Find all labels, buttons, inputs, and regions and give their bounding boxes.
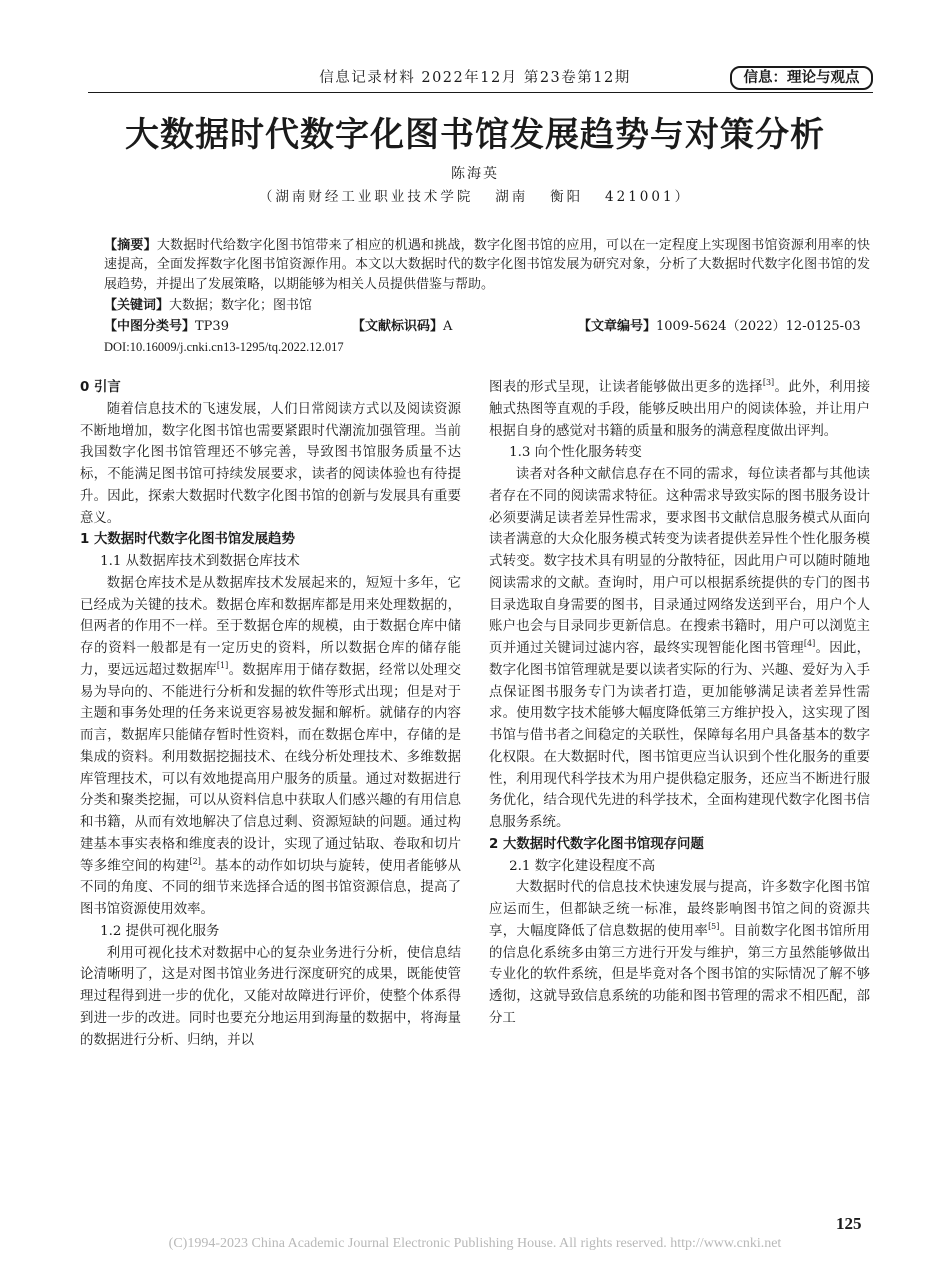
clc-number (104, 317, 229, 336)
paragraph-text: 。目前数字化图书馆所用的信息化系统多由第三方进行开发与维护，第三方虽然能够做出专业化的软件系统，但是毕竟对各个图书馆的实际情况了解不够透彻，这就导致信息系统的功能和图书管理的需求不相匹配，部分工 (489, 923, 871, 1026)
paragraph (80, 573, 461, 921)
citation-ref: [4] (803, 639, 816, 648)
header-rule (88, 92, 873, 93)
paragraph-text: 数据仓库技术是从数据库技术发展起来的，短短十多年，它已经成为关键的技术。数据仓库和数据库都是用来处理数据的，但两者的作用不一样。至于数据仓库的规模，由于数据仓库中储存的资料一般都是有一定历史的资料，所以数据仓库的储存能力，要远远超过数据库 (80, 575, 461, 678)
subsection-heading-1-2: 1.2 提供可视化服务 (100, 923, 220, 939)
paragraph-text: 。此外，利用接触式热图等直观的手段，能够反映出用户的阅读体验，并让用户根据自身的感觉对书籍的质量和服务的满意程度做出评判。 (489, 380, 871, 439)
article-number (578, 317, 861, 336)
paragraph-text: 读者对各种文献信息存在不同的需求，每位读者都与其他读者存在不同的阅读需求特征。这种需求导致实际的图书服务设计必须要满足读者差异性需求，要求图书文献信息服务模式从面向读者满意的大众化服务模式转变为读者提供差异性个性化服务模式转变。数字技术具有明显的分散特征，因此用户可以随时随地阅读需求的文献。查询时，用户可以根据系统提供的专门的图书目录选取自身需要的图书，目录通过网络发送到平台，用户个人账户也会与目录同步更新信息。在搜索书籍时，用户可以浏览主页并通过关键词过滤内容，最终实现智能化图书管理 (489, 467, 870, 656)
paragraph-text: 。因此，数字化图书馆管理就是要以读者实际的行为、兴趣、爱好为入手点保证图书服务专门为读者打造，更加能够满足读者差异性需求。使用数字技术能够大幅度降低第三方维护投入，这实现了图书馆与借书者之间稳定的关联性，保障每名用户具备基本的数字化权限。在大数据时代，图书馆更应当认识到个性化服务的重要性，利用现代科学技术为用户提供稳定服务，还应当不断进行服务优化，结合现代先进的科学技术，全面构建现代数字化图书信息服务系统。 (489, 641, 870, 830)
paragraph-text: 。基本的动作如切块与旋转，使用者能够从不同的角度、不同的细节来选择合适的图书馆资源信息，提高了图书馆资源使用效率。 (80, 858, 462, 917)
keywords (104, 296, 312, 315)
citation-ref: [3] (762, 378, 775, 387)
keywords-label: 【关键词】 (104, 298, 170, 313)
paragraph-text: 大数据时代的信息技术快速发展与提高，许多数字化图书馆应运而生，但都缺乏统一标准，最终影响图书馆之间的资源共享，大幅度降低了信息数据的使用率 (489, 880, 870, 939)
clc-label: 【中图分类号】 (104, 319, 196, 334)
paragraph (489, 464, 870, 834)
page-number: 125 (836, 1214, 862, 1233)
citation-ref: [2] (189, 856, 201, 866)
article-title: 大数据时代数字化图书馆发展趋势与对策分析 (125, 115, 825, 155)
paragraph (489, 877, 870, 1029)
clc-value: TP39 (195, 319, 229, 334)
copyright-footer: (C)1994-2023 China Academic Journal Electronic Publishing House. All rights reserved. http://www.cnki.net (168, 1236, 782, 1251)
paragraph-text: 图表的形式呈现，让读者能够做出更多的选择 (489, 380, 763, 395)
abstract (104, 236, 870, 294)
paragraph: 利用可视化技术对数据中心的复杂业务进行分析，使信息结论清晰明了，这是对图书馆业务进行深度研究的成果，既能使管理过程得到进一步的优化，又能对故障进行评价，使整个体系得到进一步的改进。同时也要充分地运用到海量的数据中，将海量的数据进行分析、归纳，并以 (80, 945, 461, 1048)
author-name: 陈海英 (451, 166, 499, 182)
citation-ref: [1] (216, 660, 229, 670)
doc-code-value: A (443, 319, 453, 334)
doi: DOI:10.16009/j.cnki.cn13-1295/tq.2022.12.017 (104, 340, 344, 354)
author-affiliation: （湖南财经工业职业技术学院 湖南 衡阳 421001） (258, 189, 692, 205)
section-heading-2: 2 大数据时代数字化图书馆现存问题 (489, 836, 704, 852)
paragraph-text: 。数据库用于储存数据，经常以处理交易为导向的、不能进行分析和发掘的软件等形式出现；但是对于主题和事务处理的任务来说更容易被发掘和解析。就储存的内容而言，数据库只能储存暂时性资料，而在数据仓库中，存储的是集成的资料。利用数据挖掘技术、在线分析处理技术、多维数据库管理技术，可以有效地提高用户服务的质量。通过对数据进行分类和聚类挖掘，可以从资料信息中获取人们感兴趣的有用信息和书籍，从而有效地解决了信息过剩、资源短缺的问题。通过构建基本事实表格和维度表的设计，实现了通过钻取、卷取和切片等多维空间的构建 (80, 662, 462, 874)
article-number-value: 1009-5624（2022）12-0125-03 (656, 319, 861, 334)
right-column (489, 377, 870, 1030)
section-heading-1: 1 大数据时代数字化图书馆发展趋势 (80, 532, 295, 548)
citation-ref: [5] (708, 921, 720, 931)
paragraph: 随着信息技术的飞速发展，人们日常阅读方式以及阅读资源不断地增加，数字化图书馆也需要紧跟时代潮流加强管理。当前我国数字化图书馆管理还不够完善，导致图书馆服务质量不达标，不能满足图书馆可持续发展要求，读者的阅读体验也有待提升。因此，探索大数据时代数字化图书馆的创新与发展具有重要意义。 (80, 401, 461, 526)
journal-header: 信息记录材料 2022年12月 第23卷第12期 (319, 70, 631, 86)
left-column (80, 377, 461, 1051)
document-code (352, 317, 452, 336)
abstract-text: 大数据时代给数字化图书馆带来了相应的机遇和挑战，数字化图书馆的应用，可以在一定程度上实现图书馆资源利用率的快速提高，全面发挥数字化图书馆资源作用。本文以大数据时代的数字化图书馆发展为研究对象，分析了大数据时代数字化图书馆的发展趋势，并提出了发展策略，以期能够为相关人员提供借鉴与帮助。 (104, 238, 870, 292)
subsection-heading-1-3: 1.3 向个性化服务转变 (509, 445, 642, 461)
paragraph (489, 377, 870, 442)
subsection-heading-1-1: 1.1 从数据库技术到数据仓库技术 (100, 554, 300, 569)
doc-code-label: 【文献标识码】 (352, 319, 444, 334)
section-badge: 信息：理论与观点 (730, 66, 873, 90)
subsection-heading-2-1: 2.1 数字化建设程度不高 (509, 858, 656, 874)
article-number-label: 【文章编号】 (578, 319, 657, 334)
abstract-label: 【摘要】 (104, 238, 157, 253)
section-heading-0: 0 引言 (80, 380, 121, 395)
keywords-text: 大数据；数字化；图书馆 (169, 298, 313, 313)
